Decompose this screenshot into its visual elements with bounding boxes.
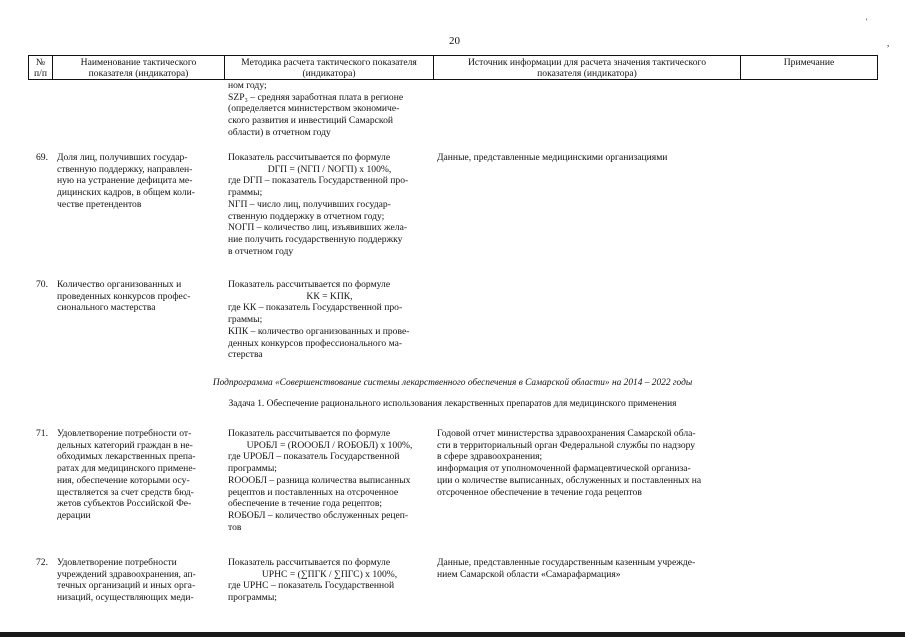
header-method: Методика расчета тактического показателя (индикатора) (241, 57, 417, 79)
calculation-method: Показатель рассчитывается по формуле DГП = (NГП / NОГП) x 100%, где DГП – показатель Государственной про- граммы; NГП – число лиц, получивших государ- ственную поддержку в отчетном году; NОГП – количество лиц, изъявивших жела- ние получить государственную поддержку в отчетном году (228, 152, 431, 257)
calculation-method: Показатель рассчитывается по формуле UPНС = (∑ПГК / ∑ПГС) x 100%, где UPНС – показатель Государственной программы; (228, 557, 431, 604)
header-source: Источник информации для расчета значения тактического показателя (индикатора) (467, 57, 707, 79)
formula: UPНС = (∑ПГК / ∑ПГС) x 100%, (261, 568, 398, 580)
scan-mark: ' (866, 17, 868, 26)
col-divider (877, 55, 878, 80)
scan-mark: , (887, 38, 890, 48)
header-bottom-rule (28, 79, 878, 80)
calculation-method: Показатель рассчитывается по формуле UPОБЛ = (RОООБЛ / RОБОБЛ) x 100%, где UPОБЛ – показатель Государственной программы; RОООБЛ – разница количества выписанных рецептов и поставленных на отсроченное обеспечение в течение года рецептов; RОБОБЛ – количество обслуженных рецеп- тов (228, 428, 431, 533)
continued-method: ном году; SZP₃ – средняя заработная плата в регионе (определяется министерством экономиче- ского развития и инвестиций Самарской области) в отчетном году (228, 80, 404, 138)
formula: DГП = (NГП / NОГП) x 100%, (267, 163, 392, 175)
information-source: Данные, представленные государственным казенным учрежде- нием Самарской области «Самарафармация» (437, 557, 696, 580)
task-heading: Задача 1. Обеспечение рационального использования лекарственных препаратов для медицинского применения (228, 399, 677, 409)
row-number: 72. (36, 557, 48, 568)
header-top-rule (28, 55, 878, 56)
subprogram-heading: Подпрограмма «Совершенствование системы лекарственного обеспечения в Самарской области» на 2014 – 2022 годы (212, 378, 693, 388)
page-number: 20 (449, 35, 460, 47)
header-note: Примечание (783, 57, 835, 68)
formula: UPОБЛ = (RОООБЛ / RОБОБЛ) x 100%, (246, 439, 413, 451)
header-name: Наименование тактического показателя (индикатора) (80, 57, 197, 79)
row-number: 70. (36, 279, 48, 290)
header-num: № п/п (34, 57, 47, 79)
information-source: Годовой отчет министерства здравоохранения Самарской обла- сти в территориальный орган Федеральной службы по надзору в сфере здравоохранения; информация от уполномоченной фармацевтической организа- ции о количестве выписанных, обслуженных и поставленных на отсроченное обеспечение в течение года рецептов (437, 428, 702, 498)
formula: KК = KПК, (306, 290, 353, 302)
row-number: 71. (36, 428, 48, 439)
indicator-name: Количество организованных и проведенных конкурсов профес- сионального мастерства (57, 279, 191, 314)
indicator-name: Доля лиц, получивших государ- ственную поддержку, направлен- ную на устранение дефицита ме- дицинских кадров, в общем коли- честве претендентов (57, 152, 195, 210)
row-number: 69. (36, 152, 48, 163)
page-bottom-edge (0, 632, 905, 637)
indicator-name: Удовлетворение потребности учреждений здравоохранения, ап- течных организаций и иных орга- низаций, осуществляющих меди- (57, 557, 196, 604)
calculation-method: Показатель рассчитывается по формуле KК = KПК, где KК – показатель Государственной про- граммы; KПК – количество организованных и прове- денных конкурсов профессионального ма- стерства (228, 279, 431, 361)
indicator-name: Удовлетворение потребности от- дельных категорий граждан в не- обходимых лекарственных препа- ратах для медицинского примене- ния, обеспечение которыми осу- ществляется за счет средств бюд- жетов субъектов Российской Фе- дерации (57, 428, 196, 521)
information-source: Данные, представленные медицинскими организациями (437, 152, 668, 163)
